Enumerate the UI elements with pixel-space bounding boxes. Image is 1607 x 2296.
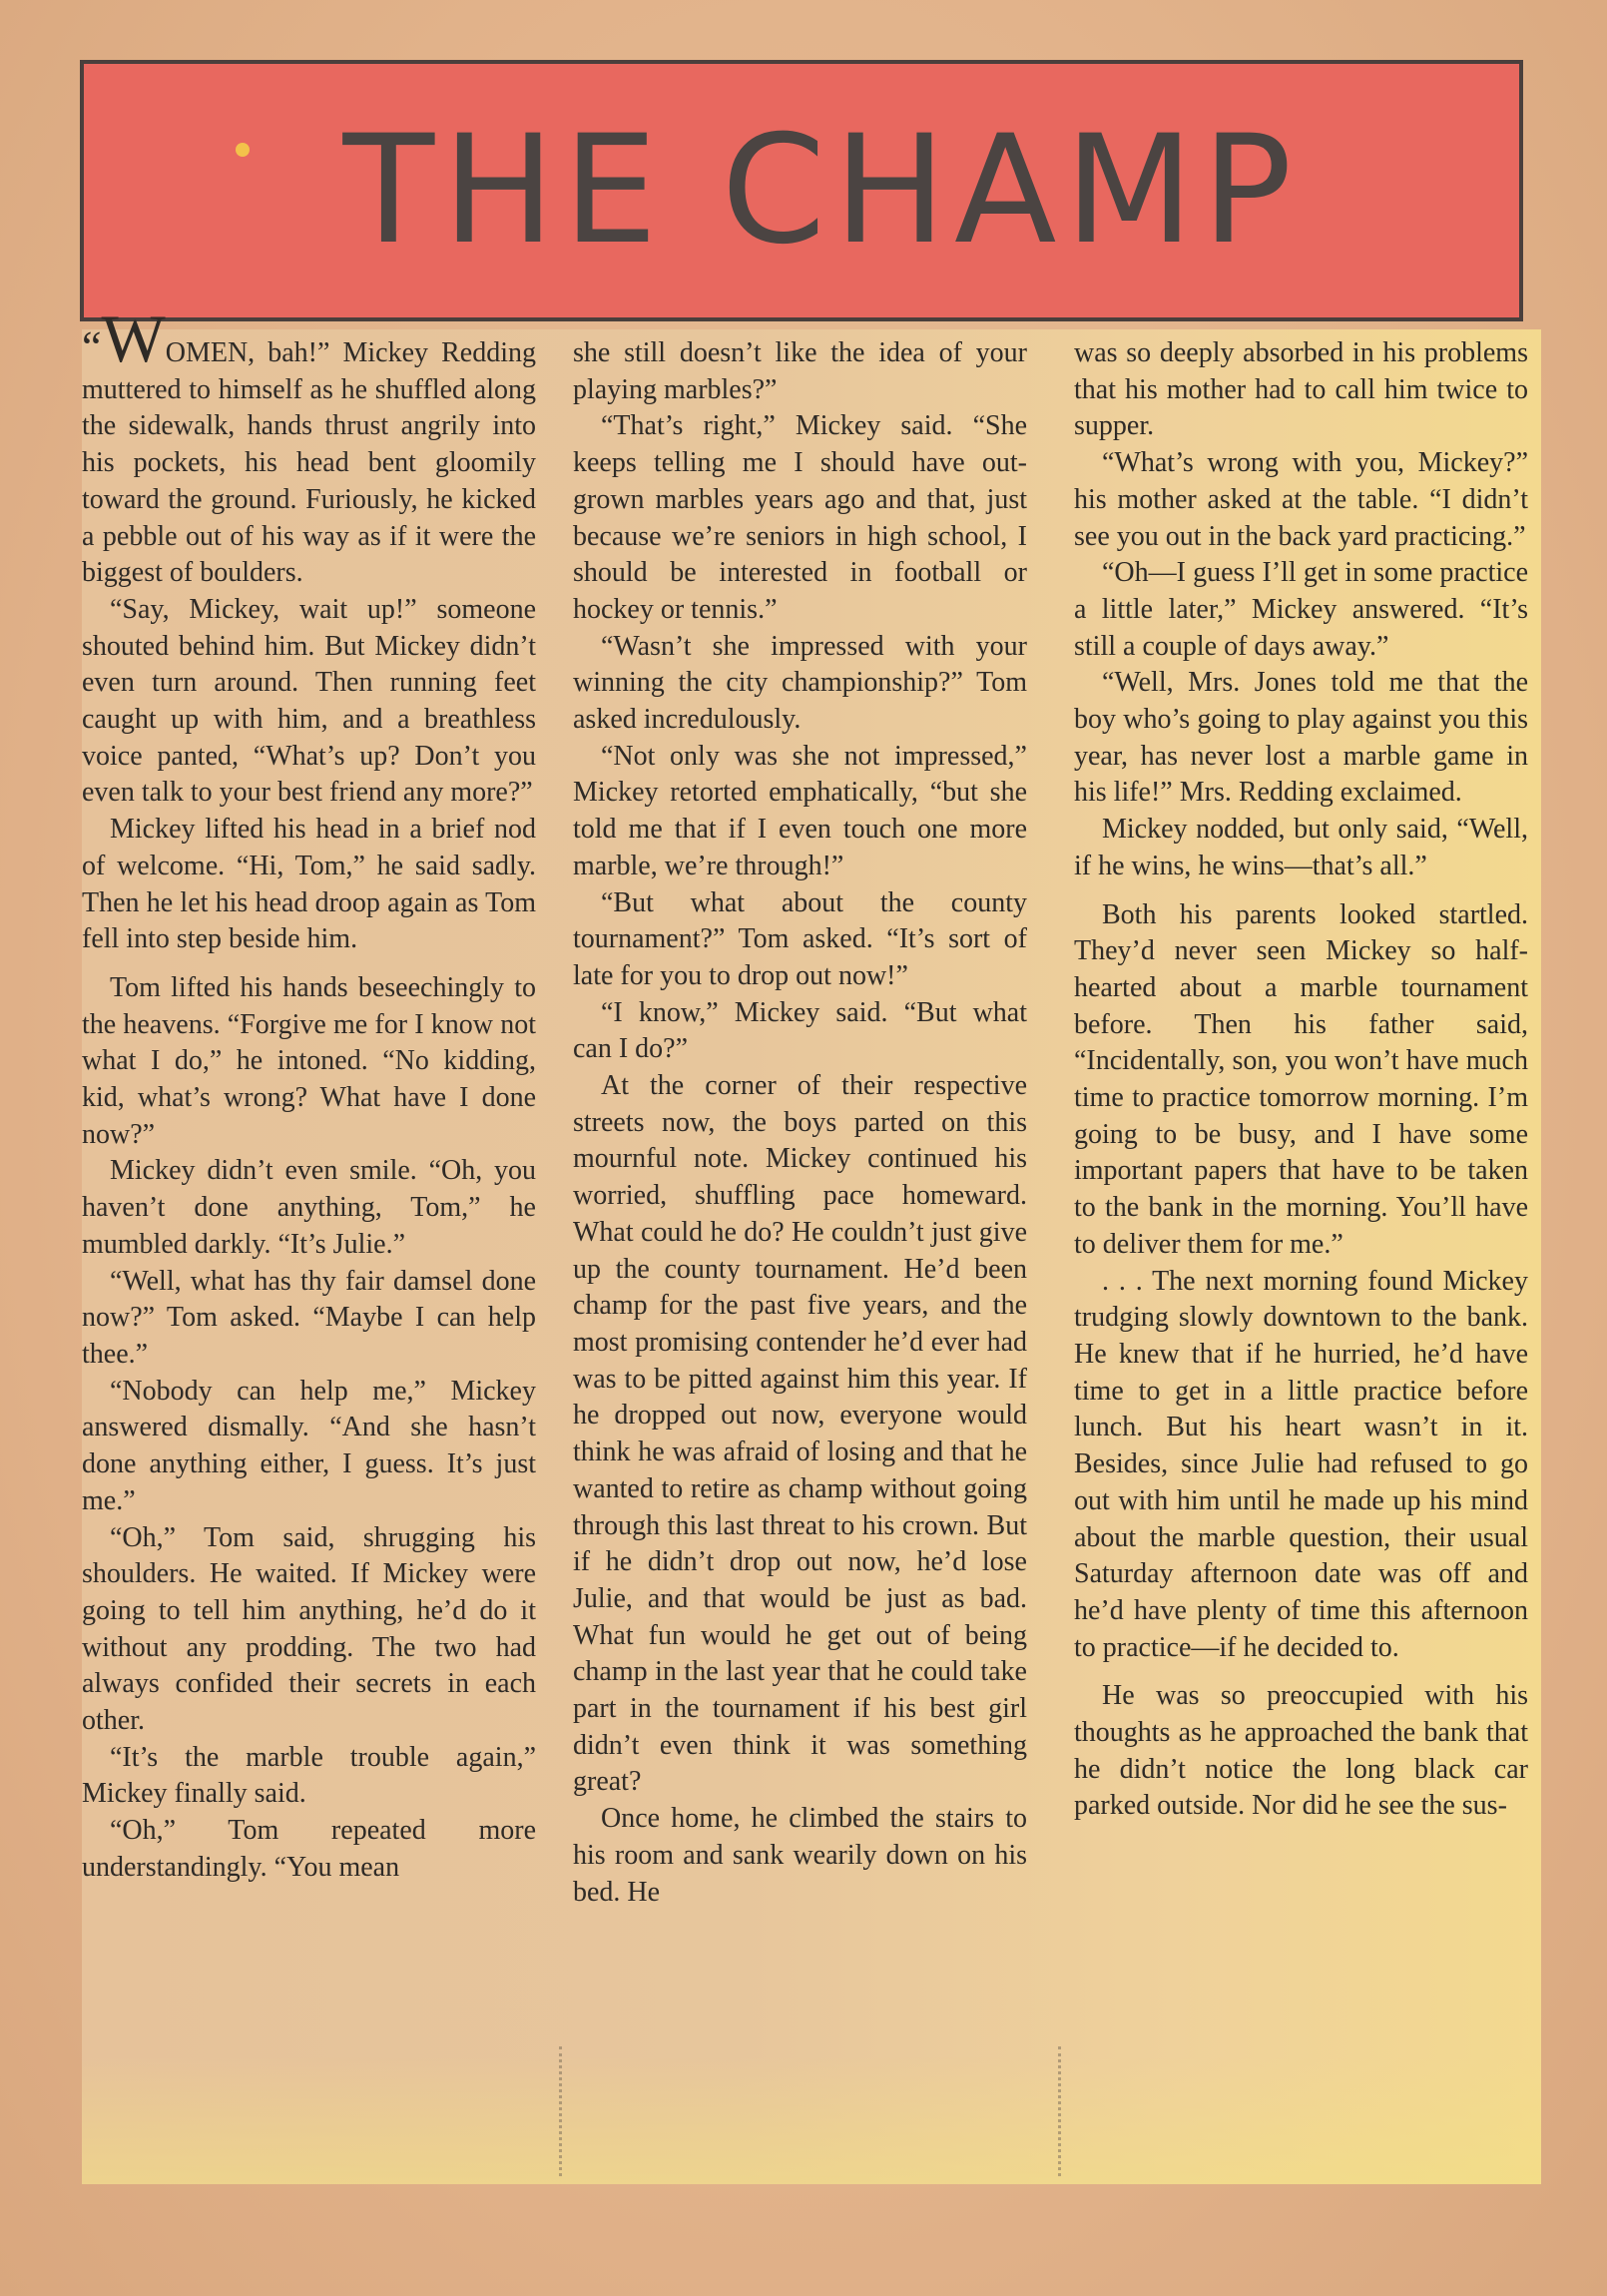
opening-paragraph xyxy=(82,300,536,592)
paragraph: she still doesn’t like the idea of your playing marbles?” xyxy=(573,337,1027,405)
paragraph: “Oh,” Tom said, shrugging his shoulders. He waited. If Mickey were going to tell him anything, he’d do it without any prodding. The two had always confided their secrets in each other. xyxy=(82,1521,536,1737)
paragraph: Mickey lifted his head in a brief nod of welcome. “Hi, Tom,” he said sadly. Then he let his head droop again as Tom fell into step beside him. xyxy=(82,814,536,955)
paragraph: “Say, Mickey, wait up!” someone shouted behind him. But Mickey didn’t even turn around. Then running feet caught up with him, and a breathless voice panted, “What’s up? Don’t you even talk to your best friend any more?” xyxy=(82,593,536,809)
paragraph: “Well, Mrs. Jones told me that the boy who’s going to play against you this year, has never lost a marble game in his life!” Mrs. Redding exclaimed. xyxy=(1074,667,1528,809)
paragraph: “What’s wrong with you, Mickey?” his mother asked at the table. “I didn’t see you out in the back yard practicing.” xyxy=(1074,447,1528,552)
paragraph: Mickey didn’t even smile. “Oh, you haven’t done anything, Tom,” he mumbled darkly. “It’s Julie.” xyxy=(82,1155,536,1260)
column-divider-ornament xyxy=(1058,2046,1071,2176)
paragraph: “Oh,” Tom repeated more understandingly. “You mean xyxy=(82,1815,536,1883)
paragraph: He was so preoccupied with his thoughts as he approached the bank that he didn’t notice the long black car parked outside. Nor did he see the sus- xyxy=(1074,1680,1528,1822)
paragraph: was so deeply absorbed in his problems that his mother had to call him twice to supper. xyxy=(1074,337,1528,442)
paragraph: Once home, he climbed the stairs to his room and sank wearily down on his bed. He xyxy=(573,1803,1027,1908)
paragraph: “I know,” Mickey said. “But what can I do?” xyxy=(573,996,1027,1065)
column-3 xyxy=(1074,335,1528,1825)
paragraph: Mickey nodded, but only said, “Well, if he wins, he wins—that’s all.” xyxy=(1074,814,1528,881)
paragraph: At the corner of their respective streets now, the boys parted on this mournful note. Mickey continued his worried, shuffling pace homeward. What could he do? He couldn’t just give up the county tournament. He’d been champ for the past five years, and the most promising contender he’d ever had was to be pitted against him this year. If he dropped out now, everyone would think he was afraid of losing and that he wanted to retire as champ without going through this last threat to his crown. But if he didn’t drop out now, he’d lose Julie, and that would be just as bad. What fun would he get out of being champ in the last year that he could take part in the tournament if his best girl didn’t even think it was something great? xyxy=(573,1070,1027,1798)
paragraph: “Not only was she not impressed,” Mickey retorted emphatically, “but she told me that if I even touch one more marble, we’re through!” xyxy=(573,740,1027,881)
paragraph: “Wasn’t she impressed with your winning the city championship?” Tom asked incredulously. xyxy=(573,630,1027,736)
paragraph: Both his parents looked startled. They’d never seen Mickey so half-hearted about a marble tournament before. Then his father said, “Incidentally, son, you won’t have much time to practice tomorrow morning. I’m going to be busy, and I have some important papers that have to be taken to the bank in the morning. You’ll have to deliver them for me.” xyxy=(1074,898,1528,1260)
opening-text: OMEN, bah!” Mickey Redding muttered to himself as he shuffled along the sidewalk, hands thrust angrily into his pockets, his head bent gloomily toward the ground. Furiously, he kicked a pebble out of his way as if it were the biggest of boulders. xyxy=(82,337,536,589)
paragraph: “Well, what has thy fair damsel done now?” Tom asked. “Maybe I can help thee.” xyxy=(82,1265,536,1370)
story-title: THE CHAMP xyxy=(342,104,1301,278)
decorative-dot xyxy=(236,143,250,157)
paragraph: Tom lifted his hands beseechingly to the heavens. “Forgive me for I know not what I do,” he intoned. “No kidding, kid, what’s wrong? What have I done now?” xyxy=(82,971,536,1150)
paragraph: “That’s right,” Mickey said. “She keeps telling me I should have out-grown marbles years ago and that, just because we’re seniors in high school, I should be interested in football or hockey or tennis.” xyxy=(573,410,1027,625)
column-2 xyxy=(573,335,1027,1911)
drop-quote: “ xyxy=(82,322,102,371)
column-1 xyxy=(82,300,536,1887)
paragraph: “It’s the marble trouble again,” Mickey finally said. xyxy=(82,1741,536,1810)
column-divider-ornament xyxy=(559,2046,572,2176)
paragraph: “But what about the county tournament?” Tom asked. “It’s sort of late for you to drop out now!” xyxy=(573,886,1027,991)
bottom-stain xyxy=(82,2056,1541,2184)
paragraph: “Oh—I guess I’ll get in some practice a little later,” Mickey answered. “It’s still a couple of days away.” xyxy=(1074,557,1528,662)
paragraph: . . . The next morning found Mickey trudging slowly downtown to the bank. He knew that if he hurried, he’d have time to get in a little practice before lunch. But his heart wasn’t in it. Besides, since Julie had refused to go out with him until he made up his mind about the marble question, their usual Saturday afternoon date was off and he’d have plenty of time this afternoon to practice—if he decided to. xyxy=(1074,1265,1528,1663)
drop-cap: W xyxy=(101,300,166,376)
paragraph: “Nobody can help me,” Mickey answered dismally. “And she hasn’t done anything either, I guess. It’s just me.” xyxy=(82,1375,536,1516)
title-banner xyxy=(80,60,1523,321)
